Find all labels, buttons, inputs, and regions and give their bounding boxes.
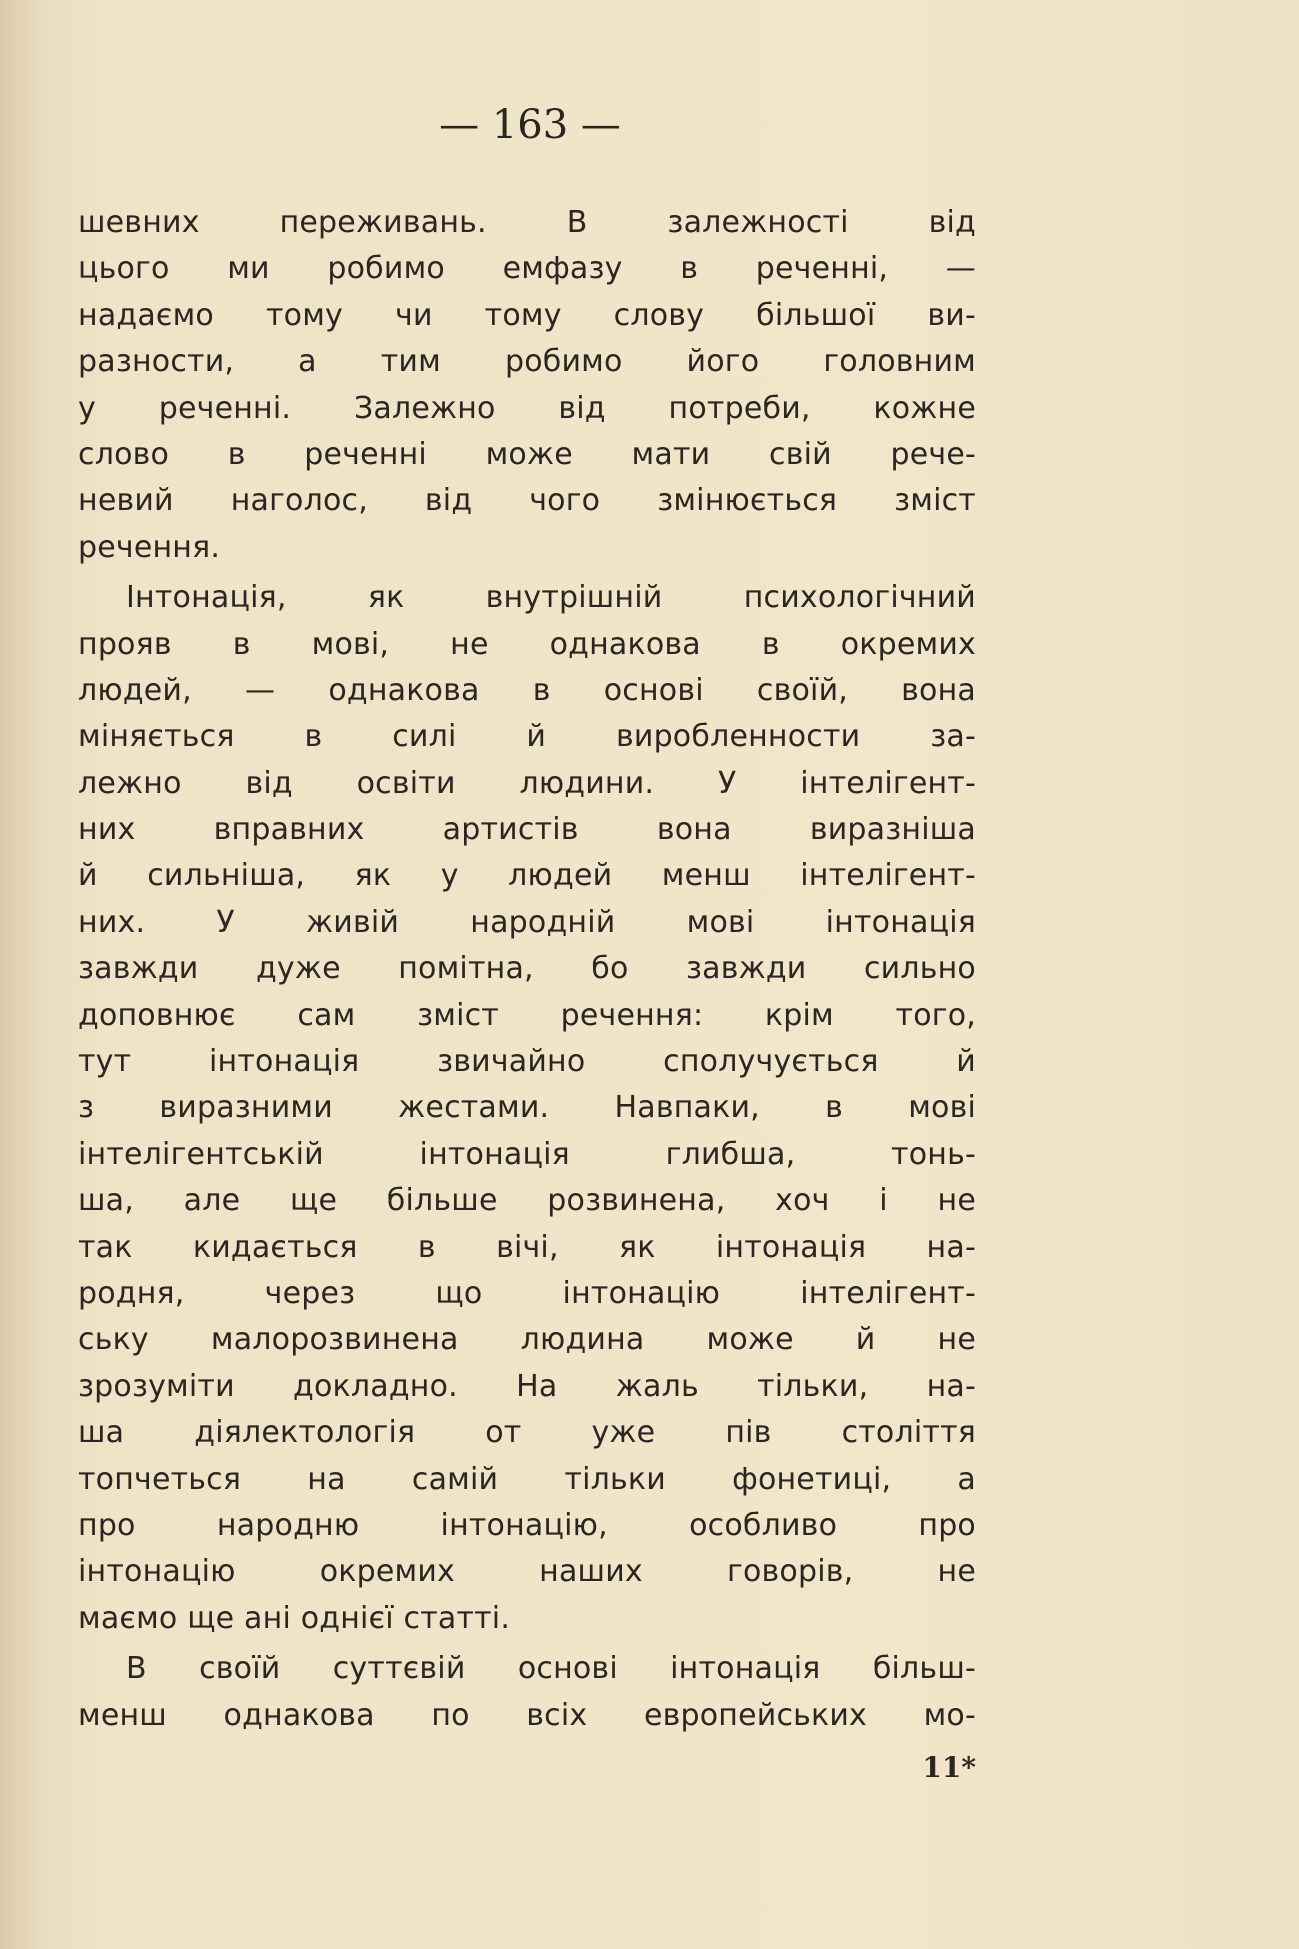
- text-line: прояв в мові, не однакова в окремих: [78, 626, 976, 662]
- text-line: родня, через що інтонацію інтелігент-: [78, 1275, 976, 1311]
- text-line: так кидається в вічі, як інтонація на-: [78, 1229, 976, 1265]
- text-line: Інтонація, як внутрішній психологічний: [126, 580, 976, 616]
- text-line: надаємо тому чи тому слову більшої ви-: [78, 297, 976, 333]
- text-line: у реченні. Залежно від потреби, кожне: [78, 390, 976, 426]
- text-line: й сильніша, як у людей менш інтелігент-: [78, 858, 976, 894]
- text-line: з виразними жестами. Навпаки, в мові: [78, 1090, 976, 1126]
- text-line: В своїй суттєвій основі інтонація більш-: [126, 1651, 976, 1687]
- text-line: ша діялектологія от уже пів століття: [78, 1415, 976, 1451]
- text-line: речення.: [78, 529, 221, 565]
- text-line: них вправних артистів вона виразніша: [78, 812, 976, 848]
- paragraph-3: [78, 1646, 976, 1739]
- text-line: людей, — однакова в основі своїй, вона: [78, 672, 976, 708]
- text-line: разности, а тим робимо його головним: [78, 344, 976, 380]
- text-line: топчеться на самій тільки фонетиці, а: [78, 1461, 976, 1497]
- text-line: про народню інтонацію, особливо про: [78, 1507, 976, 1543]
- text-line: інтелігентській інтонація глибша, тонь-: [78, 1136, 976, 1172]
- text-line: невий наголос, від чого змінюється зміст: [78, 483, 976, 519]
- text-line: ша, але ще більше розвинена, хоч і не: [78, 1183, 976, 1219]
- text-line: слово в реченні може мати свій рече-: [78, 436, 976, 472]
- text-line: них. У живій народній мові інтонація: [78, 904, 976, 940]
- text-line: завжди дуже помітна, бо завжди сильно: [78, 951, 976, 987]
- text-line: доповнює сам зміст речення: крім того,: [78, 997, 976, 1033]
- text-line: лежно від освіти людини. У інтелігент-: [78, 765, 976, 801]
- text-line: міняється в силі й виробленности за-: [78, 719, 976, 755]
- text-line: зрозуміти докладно. На жаль тільки, на-: [78, 1368, 976, 1404]
- text-line: тут інтонація звичайно сполучується й: [78, 1044, 976, 1080]
- text-line: ську малорозвинена людина може й не: [78, 1322, 976, 1358]
- text-line: інтонацію окремих наших говорів, не: [78, 1554, 976, 1590]
- body-text: [78, 200, 976, 1739]
- signature-mark: 11*: [922, 1751, 976, 1784]
- paragraph-1: [78, 200, 976, 571]
- text-line: менш однакова по всіх европейських мо-: [78, 1697, 976, 1733]
- text-line: шевних переживань. В залежності від: [78, 205, 976, 240]
- page-number: — 163 —: [439, 102, 621, 148]
- paragraph-2: [78, 575, 976, 1642]
- text-line: цього ми робимо емфазу в реченні, —: [78, 251, 976, 287]
- text-line: маємо ще ані однієї статті.: [78, 1600, 511, 1636]
